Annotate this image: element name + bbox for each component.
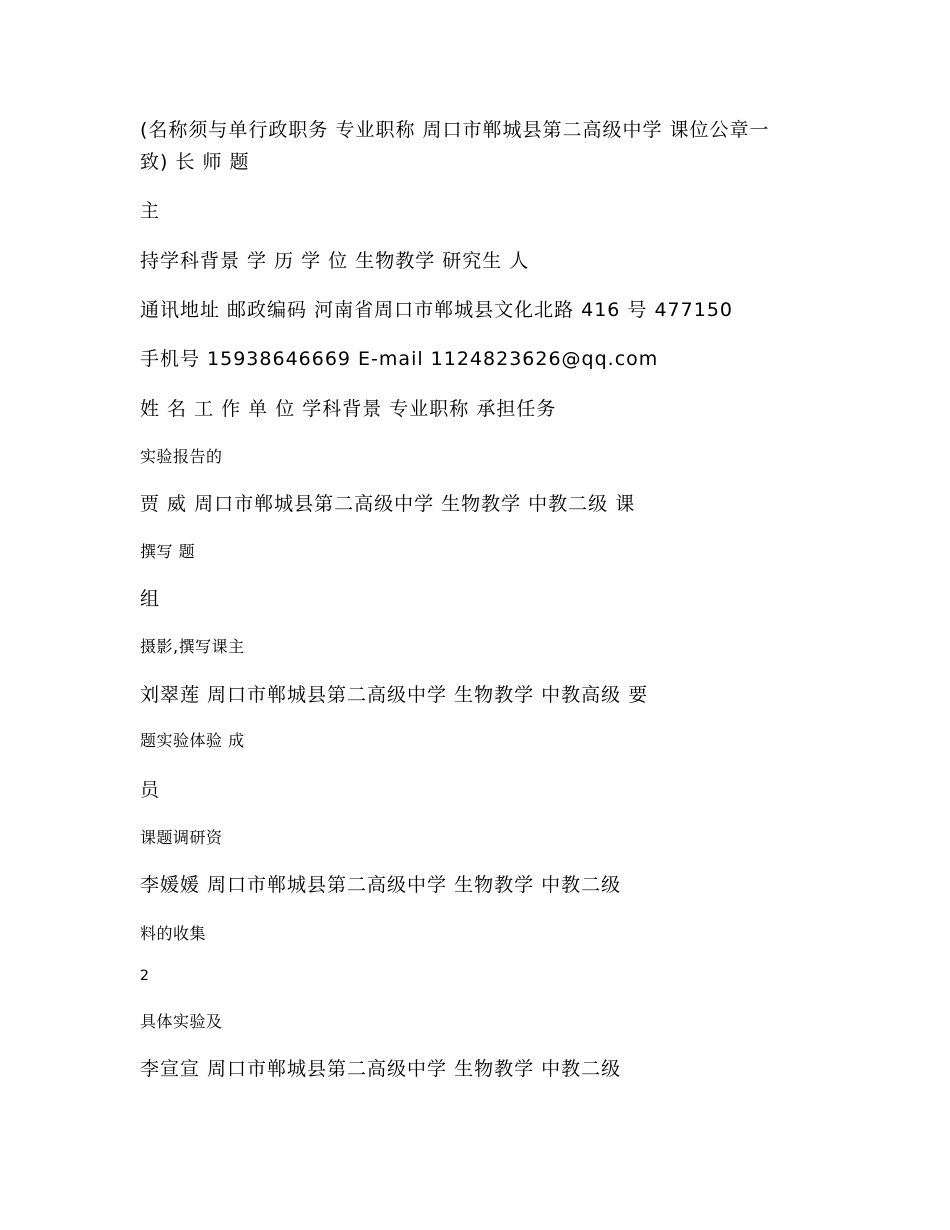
text-line-13: 刘翠莲 周口市郸城县第二高级中学 生物教学 中教高级 要: [140, 684, 649, 706]
text-line-14: 题实验体验 成: [140, 731, 245, 750]
text-line-21: 李宣宣 周口市郸城县第二高级中学 生物教学 中教二级: [140, 1058, 622, 1080]
text-line-5: 通讯地址 邮政编码 河南省周口市郸城县文化北路 416 号 477150: [140, 299, 733, 321]
text-line-9: 贾 威 周口市郸城县第二高级中学 生物教学 中教二级 课: [140, 493, 636, 515]
text-line-2: 致) 长 师 题: [140, 151, 250, 173]
text-line-11: 组: [140, 588, 161, 610]
text-line-20: 具体实验及: [140, 1012, 223, 1031]
text-line-10: 撰写 题: [140, 542, 196, 561]
text-line-4: 持学科背景 学 历 学 位 生物教学 研究生 人: [140, 250, 530, 272]
text-line-15: 员: [140, 779, 161, 801]
text-line-8: 实验报告的: [140, 447, 223, 466]
page-number: 2: [140, 968, 150, 984]
text-line-3: 主: [140, 200, 161, 222]
text-line-18: 料的收集: [140, 924, 207, 943]
text-line-7: 姓 名 工 作 单 位 学科背景 专业职称 承担任务: [140, 398, 557, 420]
text-line-6: 手机号 15938646669 E-mail 1124823626@qq.com: [140, 348, 659, 370]
text-line-16: 课题调研资: [140, 828, 223, 847]
text-line-1: (名称须与单行政职务 专业职称 周口市郸城县第二高级中学 课位公章一: [140, 119, 770, 141]
text-line-12: 摄影,撰写课主: [140, 637, 245, 656]
text-line-17: 李媛媛 周口市郸城县第二高级中学 生物教学 中教二级: [140, 874, 622, 896]
